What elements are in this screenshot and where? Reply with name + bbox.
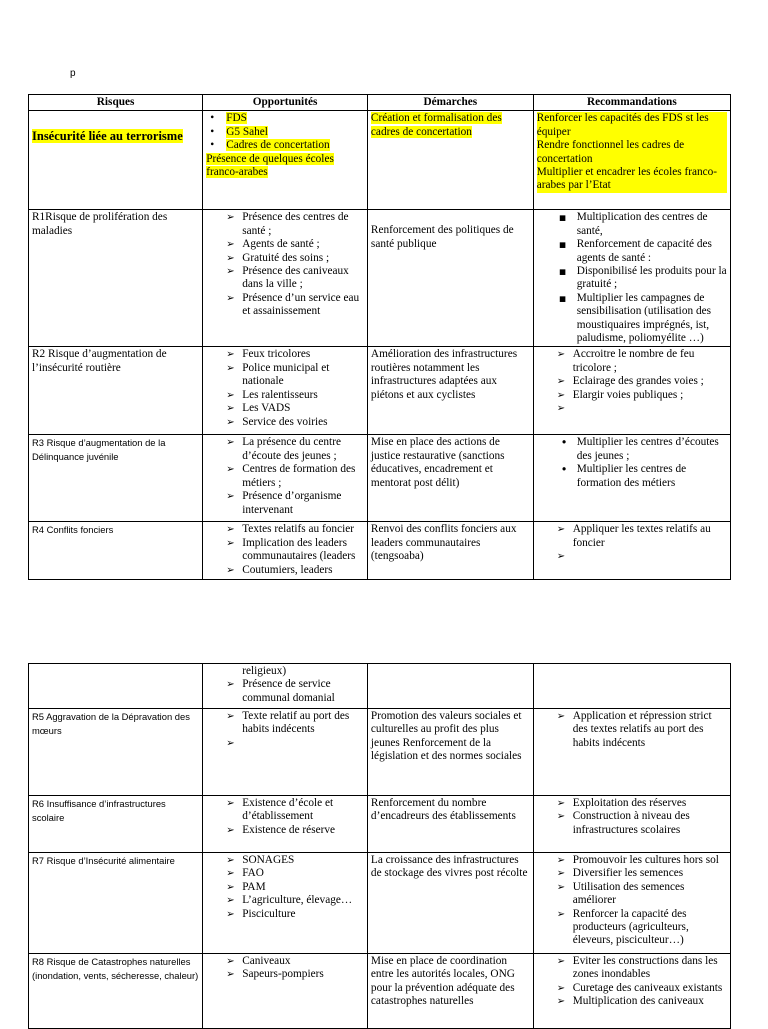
list-item: [206, 737, 364, 750]
opportunities-cell: [203, 796, 368, 853]
risk-cell: R8 Risque de Catastrophes naturelles (inondation, vents, sécheresse, chaleur): [29, 954, 203, 1029]
list-item: • Multiplier les centres d’écoutes des jeunes ;: [537, 436, 727, 463]
list-item: ➢ La présence du centre d’écoute des jeunes ;: [206, 436, 364, 463]
list-item: ➢ Coutumiers, leaders: [206, 564, 364, 577]
demarches-cell: Promotion des valeurs sociales et culturelles au profit des plus jeunes Renforcement de la législation et des normes sociales: [367, 709, 533, 796]
recommendations-cell: [533, 522, 730, 580]
risk-cell: R1Risque de prolifération des maladies: [29, 210, 203, 347]
list-item: ➢ PAM: [206, 881, 364, 894]
list-item: ➢ Multiplication des caniveaux: [537, 995, 727, 1008]
list-item: ➢ Textes relatifs au foncier: [206, 523, 364, 536]
demarches-cell: Création et formalisation des cadres de concertation: [367, 111, 533, 210]
list-item: ➢ Caniveaux: [206, 955, 364, 968]
demarches-cell: Amélioration des infrastructures routières notamment les infrastructures adaptées aux piétons et aux cyclistes: [367, 347, 533, 435]
recommendation-line: Renforcer les capacités des FDS st les équiper: [537, 112, 727, 139]
list-item: • Multiplier les centres de formation des métiers: [537, 463, 727, 490]
risk-cell: R6 Insuffisance d’infrastructures scolaire: [29, 796, 203, 853]
header-demarches: Démarches: [367, 95, 533, 111]
risk-cell: [29, 664, 203, 709]
risk-cell: R3 Risque d’augmentation de la Délinquance juvénile: [29, 435, 203, 522]
table-row-terrorisme: [29, 111, 731, 210]
demarches-cell: [367, 664, 533, 709]
table-row-r2: [29, 347, 731, 435]
list-item: ▪ Multiplier les campagnes de sensibilisation (utilisation des moustiquaires imprégnés, ist, paludisme, poliomyélite …): [537, 292, 727, 346]
opportunities-cell: [203, 709, 368, 796]
demarches-cell: Renforcement des politiques de santé publique: [367, 210, 533, 347]
list-item: • FDS: [206, 112, 364, 125]
list-item: • G5 Sahel: [206, 126, 364, 139]
header-risques: Risques: [29, 95, 203, 111]
list-item: [537, 550, 727, 563]
demarches-cell: Renforcement du nombre d’encadreurs des établissements: [367, 796, 533, 853]
demarches-cell: La croissance des infrastructures de stockage des vivres post récolte: [367, 853, 533, 954]
list-item: ➢ Implication des leaders communautaires (leaders: [206, 537, 364, 564]
table-row-r7: [29, 853, 731, 954]
list-item: ➢ Sapeurs-pompiers: [206, 968, 364, 981]
header-recommandations: Recommandations: [533, 95, 730, 111]
opportunities-cell: [203, 954, 368, 1029]
opportunities-text: Présence de quelques écoles franco-arabes: [206, 152, 334, 179]
recommendations-cell: [533, 954, 730, 1029]
recommendations-cell: [533, 853, 730, 954]
list-item: ▪ Disponibilisé les produits pour la gratuité ;: [537, 265, 727, 292]
list-item: ➢ Feux tricolores: [206, 348, 364, 361]
list-item: ➢ Diversifier les semences: [537, 867, 727, 880]
list-item: ➢ Service des voiries: [206, 416, 364, 429]
list-item: ➢ Eclairage des grandes voies ;: [537, 375, 727, 388]
opportunities-cell: [203, 435, 368, 522]
list-item: ➢ Les VADS: [206, 402, 364, 415]
opportunities-cell: [203, 347, 368, 435]
table-row-r5: [29, 709, 731, 796]
list-item: ➢ Construction à niveau des infrastructures scolaires: [537, 810, 727, 837]
list-item: ➢ Curetage des caniveaux existants: [537, 982, 727, 995]
list-item: ▪ Multiplication des centres de santé,: [537, 211, 727, 238]
continuation-text: religieux): [242, 665, 287, 677]
table-header-row: [29, 95, 731, 111]
list-item: ➢ Renforcer la capacité des producteurs (agriculteurs, éleveurs, pisciculteur…): [537, 908, 727, 948]
list-item: [537, 402, 727, 415]
list-item: ➢ Existence de réserve: [206, 824, 364, 837]
table-row-r4-continued: [29, 664, 731, 709]
list-item: ➢ Pisciculture: [206, 908, 364, 921]
opportunities-cell: [203, 664, 368, 709]
opportunities-cell: [203, 210, 368, 347]
recommendation-line: Multiplier et encadrer les écoles franco-arabes par l’Etat: [537, 166, 727, 193]
list-item: ➢ Accroitre le nombre de feu tricolore ;: [537, 348, 727, 375]
risk-label: Insécurité liée au terrorisme: [32, 129, 183, 144]
risk-table-part-1: [28, 94, 731, 580]
recommendation-line: Rendre fonctionnel les cadres de concertation: [537, 139, 727, 166]
demarches-cell: Mise en place de coordination entre les autorités locales, ONG pour la prévention adéquate des catastrophes naturelles: [367, 954, 533, 1029]
list-item: ➢ Exploitation des réserves: [537, 797, 727, 810]
table-row-r6: [29, 796, 731, 853]
list-item: ➢ Police municipal et nationale: [206, 362, 364, 389]
table-row-r8: [29, 954, 731, 1029]
risk-cell: R2 Risque d’augmentation de l’insécurité routière: [29, 347, 203, 435]
list-item: ➢ Utilisation des semences améliorer: [537, 881, 727, 908]
list-item: ➢ L’agriculture, élevage…: [206, 894, 364, 907]
list-item: ➢ Présence des centres de santé ;: [206, 211, 364, 238]
recommendations-cell: [533, 111, 730, 210]
list-item: ➢ Présence d’organisme intervenant: [206, 490, 364, 517]
list-item: ➢ Appliquer les textes relatifs au foncier: [537, 523, 727, 550]
list-item: ➢ SONAGES: [206, 854, 364, 867]
risk-cell: R7 Risque d’Insécurité alimentaire: [29, 853, 203, 954]
list-item: ▪ Renforcement de capacité des agents de santé :: [537, 238, 727, 265]
list-item: ➢ Agents de santé ;: [206, 238, 364, 251]
list-item: ➢ FAO: [206, 867, 364, 880]
table-row-r3: [29, 435, 731, 522]
opportunities-cell: [203, 111, 368, 210]
opportunities-cell: [203, 853, 368, 954]
demarches-cell: Mise en place des actions de justice restaurative (sanctions éducatives, encadrement et mentorat post délit): [367, 435, 533, 522]
recommendations-cell: [533, 210, 730, 347]
list-item: ➢ Gratuité des soins ;: [206, 252, 364, 265]
list-item: ➢ Présence des caniveaux dans la ville ;: [206, 265, 364, 292]
recommendations-cell: [533, 709, 730, 796]
table-row-r4: [29, 522, 731, 580]
list-item: ➢ Application et répression strict des textes relatifs au port des habits indécents: [537, 710, 727, 750]
risk-cell: R5 Aggravation de la Dépravation des mœurs: [29, 709, 203, 796]
demarches-cell: Renvoi des conflits fonciers aux leaders communautaires (tengsoaba): [367, 522, 533, 580]
list-item: ➢ Présence d’un service eau et assainissement: [206, 292, 364, 319]
page-mark: p: [70, 68, 76, 79]
recommendations-cell: [533, 796, 730, 853]
list-item: ➢ Présence de service communal domanial: [206, 678, 364, 705]
list-item: ➢ Eviter les constructions dans les zones inondables: [537, 955, 727, 982]
header-opportunites: Opportunités: [203, 95, 368, 111]
table-row-r1: [29, 210, 731, 347]
list-item: ➢ Texte relatif au port des habits indécents: [206, 710, 364, 737]
list-item: ➢ Existence d’école et d’établissement: [206, 797, 364, 824]
list-item: • Cadres de concertation: [206, 139, 364, 152]
recommendations-cell: [533, 664, 730, 709]
opportunities-cell: [203, 522, 368, 580]
list-item: ➢ Centres de formation des métiers ;: [206, 463, 364, 490]
risk-cell: [29, 111, 203, 210]
list-item: ➢ Promouvoir les cultures hors sol: [537, 854, 727, 867]
risk-table-part-2: [28, 663, 731, 1029]
recommendations-cell: [533, 347, 730, 435]
recommendations-cell: [533, 435, 730, 522]
list-item: ➢ Les ralentisseurs: [206, 389, 364, 402]
list-item: ➢ Elargir voies publiques ;: [537, 389, 727, 402]
risk-cell: R4 Conflits fonciers: [29, 522, 203, 580]
